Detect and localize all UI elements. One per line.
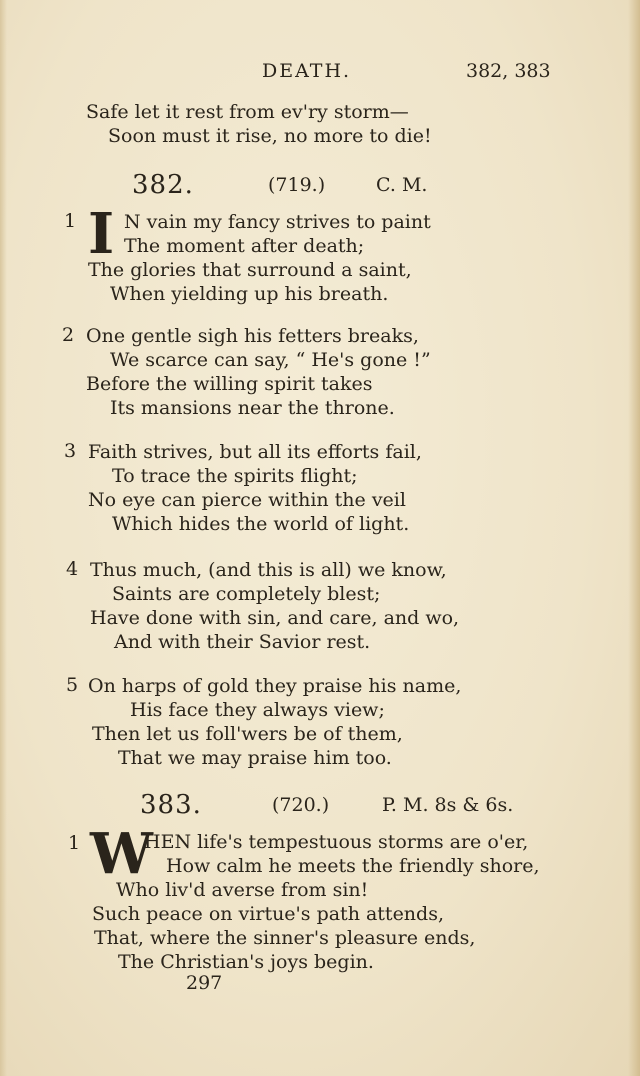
- carryover-line: Soon must it rise, no more to die!: [108, 125, 432, 147]
- verse-line: Thus much, (and this is all) we know,: [90, 559, 447, 581]
- verse-line: One gentle sigh his fetters breaks,: [86, 325, 419, 347]
- verse-number: 1: [68, 832, 81, 854]
- verse-line: Have done with sin, and care, and wo,: [90, 607, 460, 629]
- verse-line: That, where the sinner's pleasure ends,: [94, 927, 476, 949]
- verse-line: Faith strives, but all its efforts fail,: [88, 441, 422, 463]
- hymn-number: 383.: [140, 790, 202, 820]
- verse-line: The glories that surround a saint,: [88, 259, 412, 281]
- verse-number: 4: [66, 558, 79, 580]
- verse-number: 5: [66, 674, 79, 696]
- verse-line: Its mansions near the throne.: [110, 397, 395, 419]
- verse-line: N vain my fancy strives to paint: [124, 211, 431, 233]
- verse-number: 3: [64, 440, 77, 462]
- hymn-meter: P. M. 8s & 6s.: [382, 794, 514, 816]
- hymn-reference: (720.): [272, 794, 330, 816]
- verse-line: To trace the spirits flight;: [112, 465, 358, 487]
- drop-cap: I: [88, 201, 115, 267]
- hymn-number: 382.: [132, 170, 194, 200]
- verse-line: How calm he meets the friendly shore,: [166, 855, 540, 877]
- verse-line: HEN life's tempestuous storms are o'er,: [144, 831, 529, 853]
- verse-line: Before the willing spirit takes: [86, 373, 373, 395]
- verse-line: We scarce can say, “ He's gone !”: [110, 349, 431, 371]
- hymn-reference: (719.): [268, 174, 326, 196]
- verse-line: His face they always view;: [130, 699, 385, 721]
- verse-line: When yielding up his breath.: [110, 283, 389, 305]
- page-number: 297: [186, 972, 223, 994]
- verse-line: On harps of gold they praise his name,: [88, 675, 462, 697]
- verse-line: No eye can pierce within the veil: [88, 489, 406, 511]
- carryover-line: Safe let it rest from ev'ry storm—: [86, 101, 409, 123]
- verse-number: 2: [62, 324, 75, 346]
- running-head-title: DEATH.: [262, 60, 352, 82]
- page-edge-left: [0, 0, 7, 1076]
- verse-line: Such peace on virtue's path attends,: [92, 903, 445, 925]
- verse-line: Who liv'd averse from sin!: [116, 879, 369, 901]
- verse-line: Which hides the world of light.: [112, 513, 410, 535]
- verse-line: The moment after death;: [124, 235, 365, 257]
- verse-line: The Christian's joys begin.: [118, 951, 374, 973]
- verse-line: And with their Savior rest.: [114, 631, 371, 653]
- drop-cap: W: [90, 821, 153, 887]
- verse-line: That we may praise him too.: [118, 747, 392, 769]
- verse-number: 1: [64, 210, 77, 232]
- verse-line: Then let us foll'wers be of them,: [92, 723, 403, 745]
- hymn-meter: C. M.: [376, 174, 428, 196]
- running-head-hymn-numbers: 382, 383: [466, 60, 551, 82]
- page-edge-right: [628, 0, 640, 1076]
- verse-line: Saints are completely blest;: [112, 583, 381, 605]
